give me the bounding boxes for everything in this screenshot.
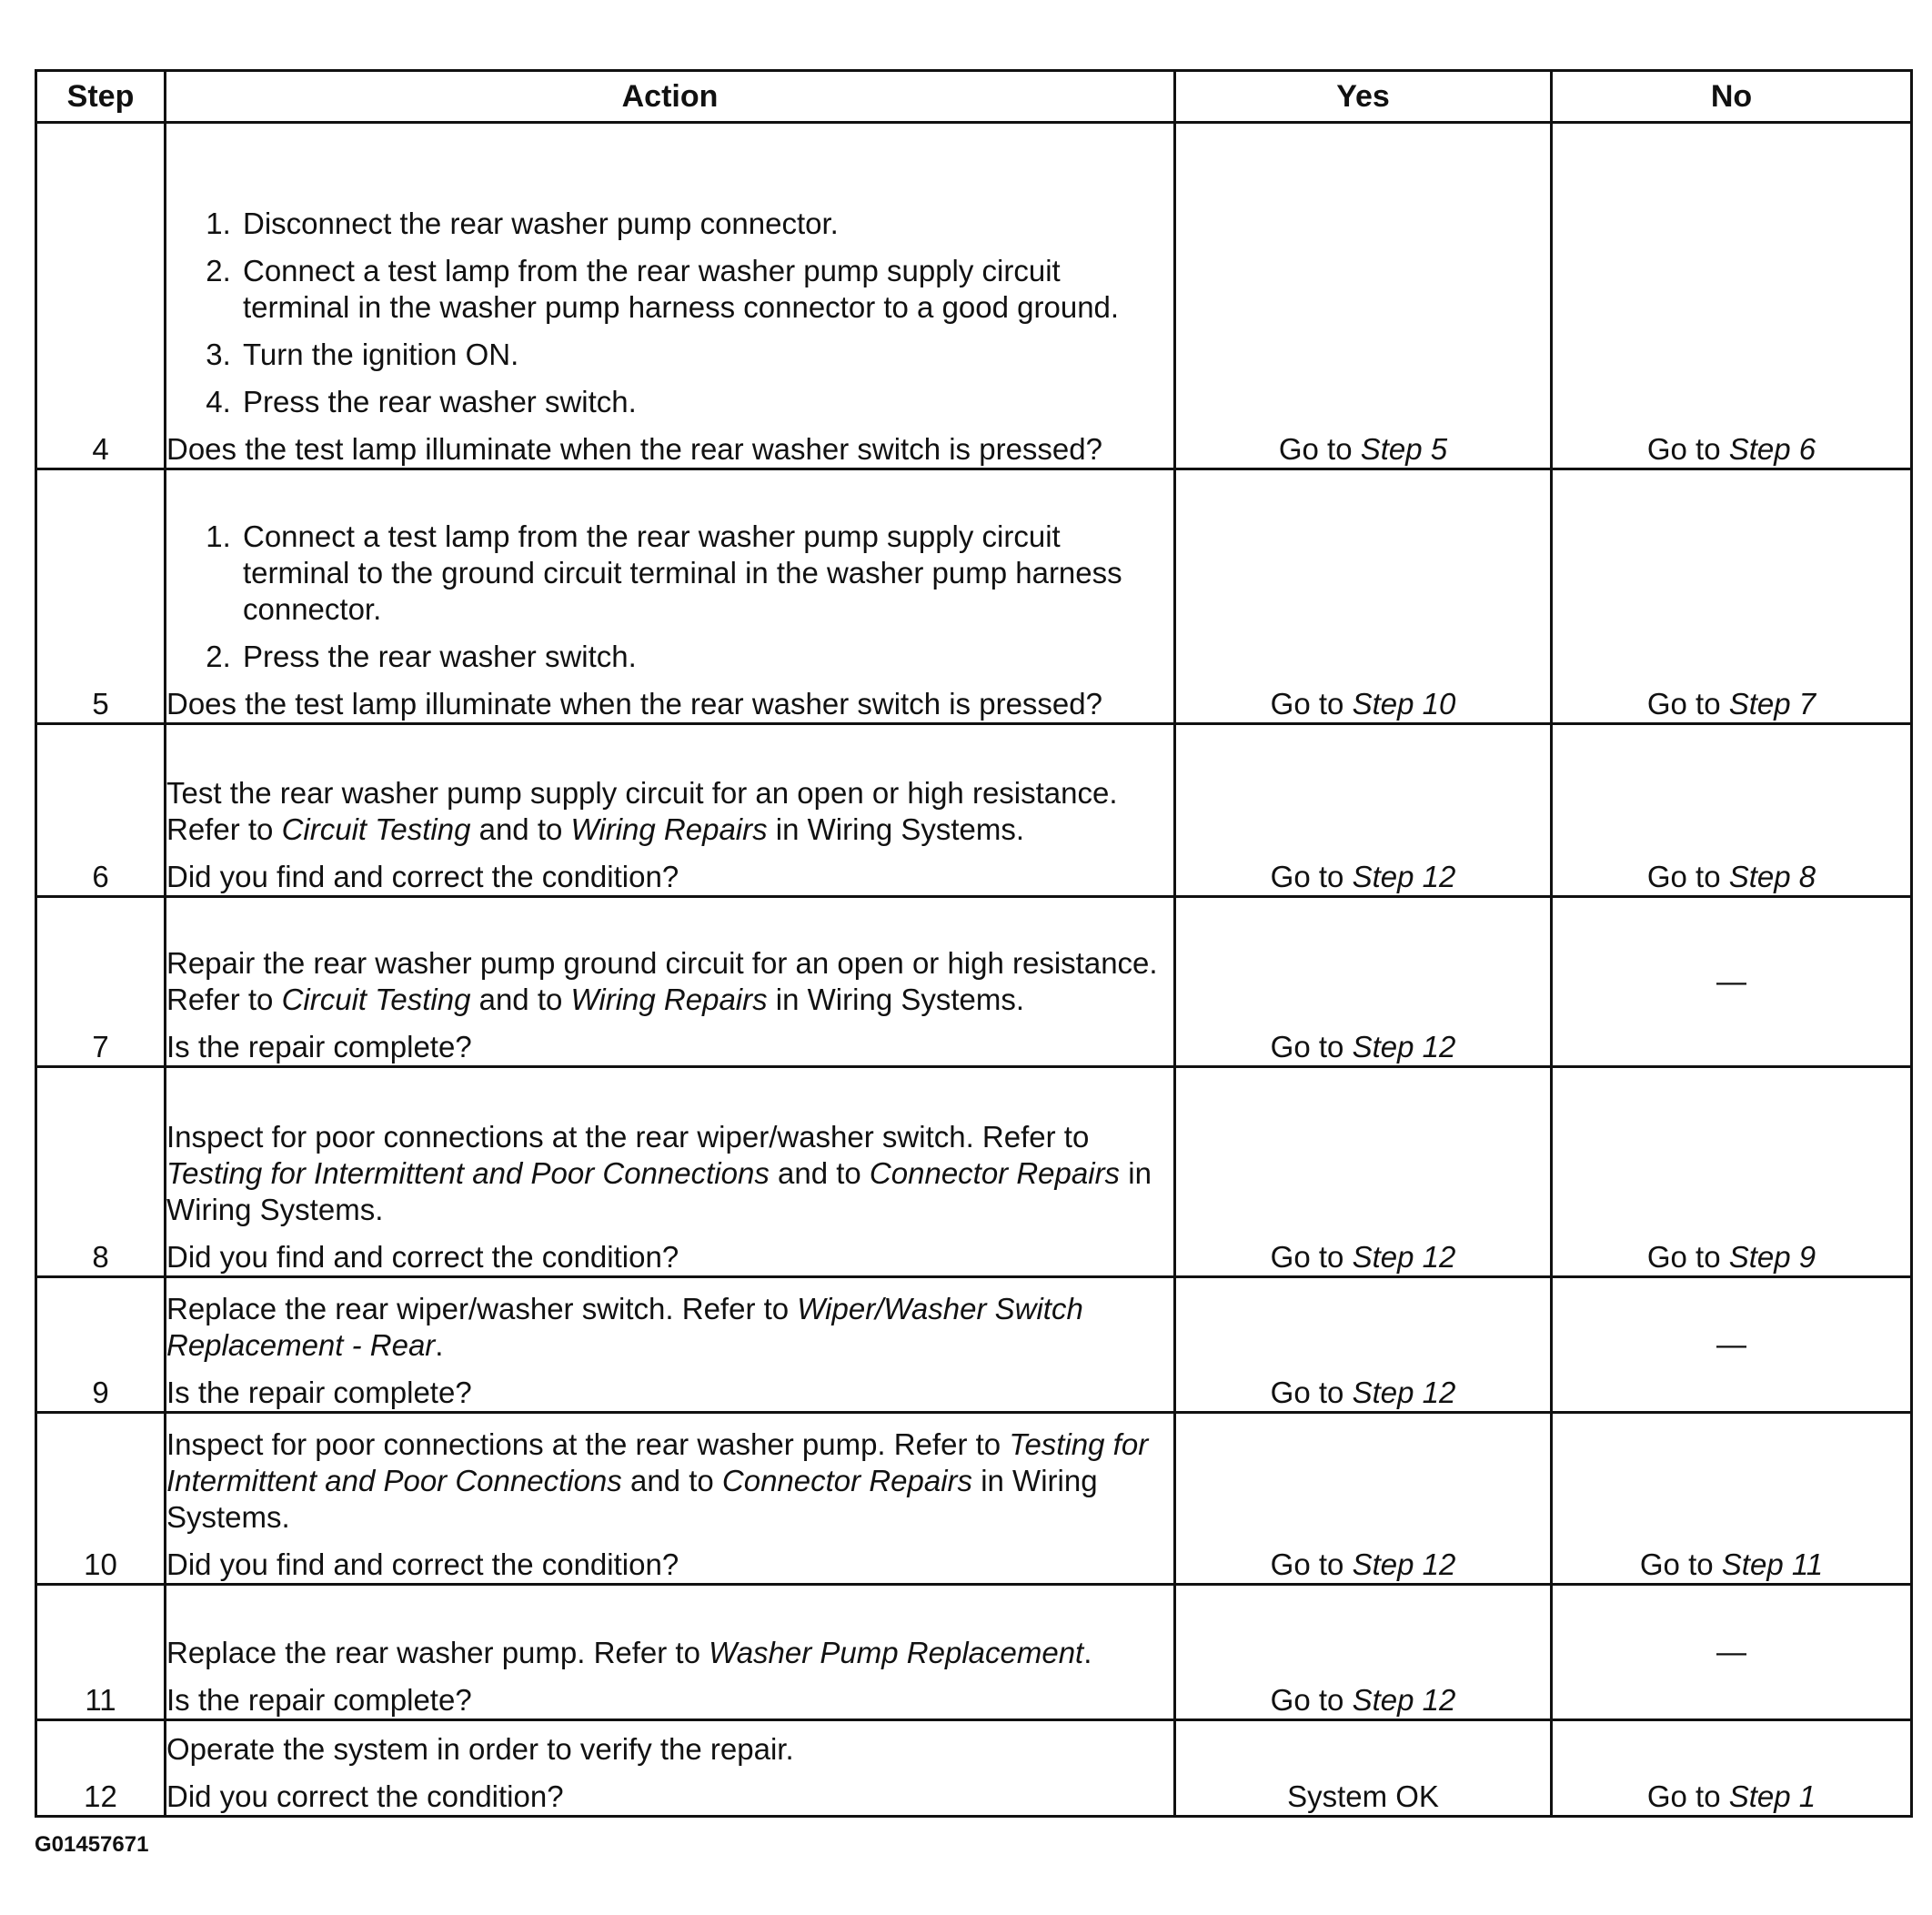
no-prefix: Go to xyxy=(1646,1240,1729,1274)
action-text-part: Operate the system in order to verify the repair. xyxy=(166,1732,794,1766)
action-cell xyxy=(166,1585,1175,1720)
header-no: No xyxy=(1552,71,1912,123)
action-text-part: Test the rear washer pump supply circuit for an open or high resistance. Refer to xyxy=(166,776,1118,846)
reference-title: Circuit Testing xyxy=(281,983,471,1016)
action-text-part: . xyxy=(435,1328,444,1362)
yes-cell xyxy=(1175,123,1552,469)
action-cell xyxy=(166,123,1175,469)
action-cell xyxy=(166,897,1175,1067)
yes-cell xyxy=(1175,897,1552,1067)
no-prefix: Go to xyxy=(1646,1779,1729,1813)
action-text-part: Replace the rear washer pump. Refer to xyxy=(166,1636,709,1669)
action-list xyxy=(166,206,1173,420)
action-list xyxy=(166,519,1173,675)
list-item: 1. Disconnect the rear washer pump connector. xyxy=(239,206,1173,242)
no-step-ref: Step 7 xyxy=(1728,687,1816,721)
reference-title: Circuit Testing xyxy=(281,812,471,846)
action-question: Is the repair complete? xyxy=(166,1030,472,1063)
step-number: 6 xyxy=(36,724,166,897)
table-row xyxy=(36,123,1912,469)
step-number: 7 xyxy=(36,897,166,1067)
action-cell xyxy=(166,469,1175,724)
action-text xyxy=(166,1291,1173,1364)
table-row xyxy=(36,1585,1912,1720)
yes-cell xyxy=(1175,1277,1552,1413)
step-number: 8 xyxy=(36,1067,166,1277)
no-cell xyxy=(1552,469,1912,724)
action-text-part: in Wiring Systems. xyxy=(767,812,1025,846)
action-cell xyxy=(166,1413,1175,1585)
list-item: 2. Press the rear washer switch. xyxy=(239,639,1173,675)
table-header-row xyxy=(36,71,1912,123)
action-text-part: and to xyxy=(470,812,571,846)
yes-cell xyxy=(1175,724,1552,897)
yes-step-ref: Step 12 xyxy=(1352,860,1456,893)
no-step-ref: Step 11 xyxy=(1721,1547,1824,1581)
reference-title: Connector Repairs xyxy=(721,1464,973,1497)
action-question: Did you find and correct the condition? xyxy=(166,860,679,893)
list-item: 1. Connect a test lamp from the rear washer pump supply circuit terminal to the ground circuit terminal in the washer pump harness connector. xyxy=(239,519,1173,628)
yes-prefix: Go to xyxy=(1270,1030,1353,1063)
action-text-part: . xyxy=(1083,1636,1092,1669)
list-item: 3. Turn the ignition ON. xyxy=(239,337,1173,373)
yes-prefix: Go to xyxy=(1270,860,1353,893)
step-number: 12 xyxy=(36,1720,166,1817)
step-number: 11 xyxy=(36,1585,166,1720)
yes-step-ref: Step 10 xyxy=(1352,687,1456,721)
figure-id: G01457671 xyxy=(35,1832,149,1857)
step-number: 9 xyxy=(36,1277,166,1413)
no-step-ref: Step 6 xyxy=(1728,432,1816,466)
reference-title: Wiring Repairs xyxy=(570,812,768,846)
yes-prefix: Go to xyxy=(1270,687,1353,721)
reference-title: Washer Pump Replacement xyxy=(709,1636,1084,1669)
action-text xyxy=(166,1119,1173,1228)
yes-prefix: Go to xyxy=(1278,432,1361,466)
action-cell xyxy=(166,1067,1175,1277)
yes-step-ref: Step 12 xyxy=(1352,1376,1456,1409)
action-question: Is the repair complete? xyxy=(166,1683,472,1717)
yes-prefix: Go to xyxy=(1270,1547,1353,1581)
no-cell-empty: — xyxy=(1552,1585,1912,1720)
yes-step-ref: Step 12 xyxy=(1352,1240,1456,1274)
yes-prefix: Go to xyxy=(1270,1376,1353,1409)
step-number: 10 xyxy=(36,1413,166,1585)
action-text xyxy=(166,1731,1173,1768)
yes-cell xyxy=(1175,1585,1552,1720)
action-cell xyxy=(166,1720,1175,1817)
yes-step-ref: Step 12 xyxy=(1352,1030,1456,1063)
table-row xyxy=(36,1720,1912,1817)
action-cell xyxy=(166,1277,1175,1413)
action-cell xyxy=(166,724,1175,897)
header-step: Step xyxy=(36,71,166,123)
no-cell-empty: — xyxy=(1552,897,1912,1067)
no-cell xyxy=(1552,1067,1912,1277)
action-text xyxy=(166,945,1173,1018)
action-question: Does the test lamp illuminate when the rear washer switch is pressed? xyxy=(166,432,1102,466)
step-number: 5 xyxy=(36,469,166,724)
step-number: 4 xyxy=(36,123,166,469)
action-text-part: Replace the rear wiper/washer switch. Refer to xyxy=(166,1292,798,1325)
diagnostic-table xyxy=(35,69,1913,1818)
reference-title: Testing for Intermittent and Poor Connections xyxy=(166,1156,770,1190)
yes-cell: System OK xyxy=(1175,1720,1552,1817)
no-cell-empty: — xyxy=(1552,1277,1912,1413)
reference-title: Testing for Intermittent and Poor Connections xyxy=(166,1427,1149,1497)
action-question: Did you find and correct the condition? xyxy=(166,1240,679,1274)
no-step-ref: Step 9 xyxy=(1728,1240,1816,1274)
header-yes: Yes xyxy=(1175,71,1552,123)
yes-step-ref: Step 5 xyxy=(1360,432,1448,466)
action-text xyxy=(166,1426,1173,1536)
action-question: Did you find and correct the condition? xyxy=(166,1547,679,1581)
no-step-ref: Step 1 xyxy=(1728,1779,1816,1813)
action-text xyxy=(166,1635,1173,1671)
no-cell xyxy=(1552,724,1912,897)
yes-step-ref: Step 12 xyxy=(1352,1683,1456,1717)
action-text-part: Repair the rear washer pump ground circuit for an open or high resistance. Refer to xyxy=(166,946,1158,1016)
action-question: Does the test lamp illuminate when the rear washer switch is pressed? xyxy=(166,687,1102,721)
no-prefix: Go to xyxy=(1646,432,1729,466)
reference-title: Connector Repairs xyxy=(869,1156,1121,1190)
yes-prefix: Go to xyxy=(1270,1240,1353,1274)
yes-cell xyxy=(1175,469,1552,724)
no-cell xyxy=(1552,1720,1912,1817)
action-text-part: Inspect for poor connections at the rear wiper/washer switch. Refer to xyxy=(166,1120,1090,1154)
reference-title: Wiper/Washer Switch Replacement - Rear xyxy=(166,1292,1083,1362)
action-text-part: and to xyxy=(621,1464,722,1497)
yes-cell xyxy=(1175,1067,1552,1277)
no-prefix: Go to xyxy=(1646,860,1729,893)
table-row xyxy=(36,1067,1912,1277)
action-text-part: and to xyxy=(769,1156,870,1190)
list-item: 4. Press the rear washer switch. xyxy=(239,384,1173,420)
no-cell xyxy=(1552,1413,1912,1585)
reference-title: Wiring Repairs xyxy=(570,983,768,1016)
yes-prefix: Go to xyxy=(1270,1683,1353,1717)
action-text-part: and to xyxy=(470,983,571,1016)
list-item: 2. Connect a test lamp from the rear washer pump supply circuit terminal in the washer pump harness connector to a good ground. xyxy=(239,253,1173,326)
action-text-part: in Wiring Systems. xyxy=(166,1464,1098,1534)
no-prefix: Go to xyxy=(1639,1547,1722,1581)
table-row xyxy=(36,1413,1912,1585)
action-text-part: in Wiring Systems. xyxy=(767,983,1025,1016)
action-text-part: in Wiring Systems. xyxy=(166,1156,1152,1226)
header-action: Action xyxy=(166,71,1175,123)
table-row xyxy=(36,897,1912,1067)
table-row xyxy=(36,1277,1912,1413)
action-text-part: Inspect for poor connections at the rear washer pump. Refer to xyxy=(166,1427,1010,1461)
action-text xyxy=(166,775,1173,848)
table-row xyxy=(36,724,1912,897)
table-row xyxy=(36,469,1912,724)
action-question: Did you correct the condition? xyxy=(166,1779,564,1813)
no-prefix: Go to xyxy=(1646,687,1729,721)
no-step-ref: Step 8 xyxy=(1728,860,1816,893)
diagnostic-table-container xyxy=(35,69,1910,1818)
yes-step-ref: Step 12 xyxy=(1352,1547,1456,1581)
yes-cell xyxy=(1175,1413,1552,1585)
action-question: Is the repair complete? xyxy=(166,1376,472,1409)
no-cell xyxy=(1552,123,1912,469)
